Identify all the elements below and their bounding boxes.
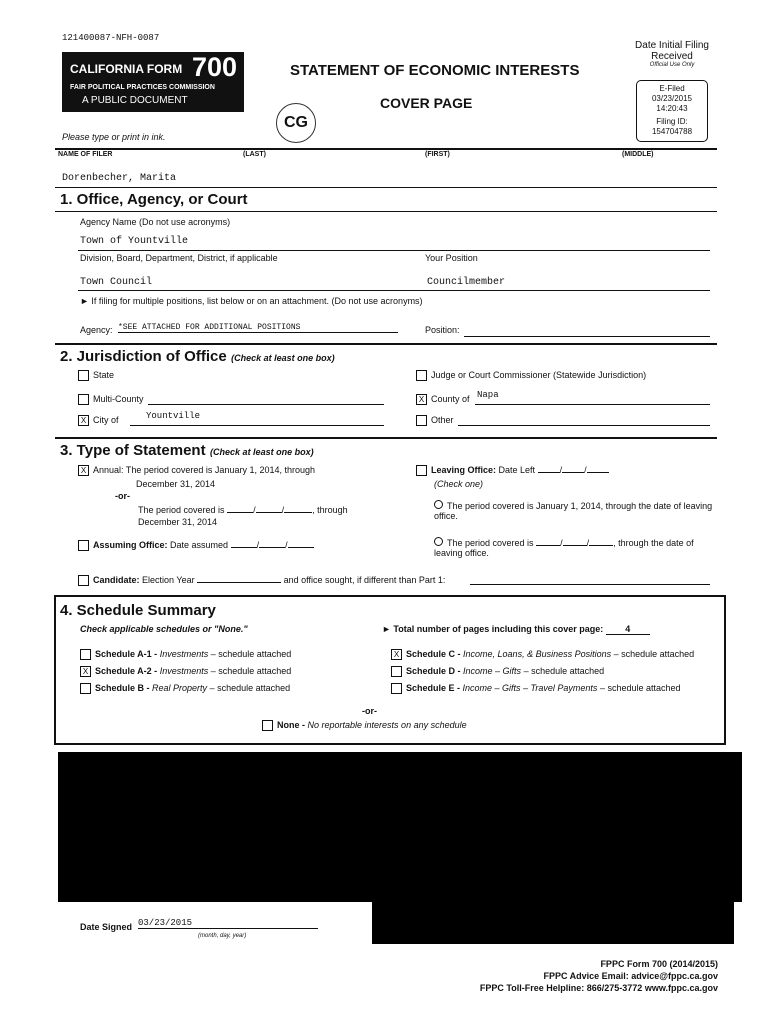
schedule-d-checkbox[interactable] — [391, 666, 604, 677]
city-value[interactable]: Yountville — [146, 411, 201, 421]
through-text: , through — [312, 505, 348, 515]
multiple-positions-note: ► If filing for multiple positions, list below or on an attachment. (Do not use acronyms) — [80, 296, 423, 306]
none-label: None - — [277, 720, 305, 730]
position-label: Your Position — [425, 253, 478, 263]
december-text: December 31, 2014 — [138, 517, 218, 527]
page-subtitle: COVER PAGE — [380, 95, 473, 111]
schedule-c-checkbox[interactable] — [391, 649, 694, 660]
schedule-a2-desc: Investments — [159, 666, 209, 676]
assuming-office-checkbox[interactable]: Assuming Office: Date assumed / / — [78, 540, 314, 551]
filing-stamp-box — [636, 80, 708, 142]
filer-name[interactable]: Dorenbecher, Marita — [62, 173, 177, 184]
leaving-office-checkbox[interactable]: Leaving Office: Date Left / / — [416, 465, 609, 476]
schedule-c-mark: X — [391, 649, 402, 660]
schedule-a2-checkbox[interactable] — [80, 666, 291, 677]
efiled-date: 03/23/2015 — [651, 94, 693, 103]
other-label: Other — [431, 415, 454, 425]
election-year-label: Election Year — [142, 575, 195, 585]
section3-note: (Check at least one box) — [210, 447, 314, 457]
check-one-label: (Check one) — [434, 479, 484, 489]
schedule-a2-label: Schedule A-2 - — [95, 666, 158, 676]
redaction-signature — [372, 902, 734, 944]
check-applicable-note: Check applicable schedules or "None." — [80, 624, 248, 634]
position-value[interactable]: Councilmember — [427, 277, 506, 288]
county-label: County of — [431, 394, 470, 404]
annual-or: -or- — [115, 491, 130, 501]
schedule-b-label: Schedule B - — [95, 683, 150, 693]
date-initial-filing-label: Date Initial Filing — [635, 40, 709, 51]
multi-county-label: Multi-County — [93, 394, 144, 404]
date-format-hint: (month, day, year) — [198, 933, 247, 939]
document-id: 121400087-NFH-0087 — [62, 33, 160, 43]
total-pages-label: ► Total number of pages including this cover page: — [382, 624, 604, 634]
schedule-c-desc: Income, Loans, & Business Positions — [463, 649, 612, 659]
multi-county-checkbox[interactable] — [78, 394, 144, 405]
instruction-text: Please type or print in ink. — [62, 132, 166, 142]
section4-title: 4. Schedule Summary — [60, 602, 216, 619]
form-name: CALIFORNIA FORM — [70, 62, 183, 76]
form-number: 700 — [192, 52, 238, 82]
footer-advice-email: FPPC Advice Email: advice@fppc.ca.gov — [543, 971, 718, 981]
last-label: (LAST) — [243, 151, 266, 158]
assuming-office-label: Assuming Office: — [93, 540, 168, 550]
annual-mark: X — [78, 465, 89, 476]
first-label: (FIRST) — [425, 151, 450, 158]
agency-name-note: (Do not use acronyms) — [139, 217, 231, 227]
county-value[interactable]: Napa — [477, 390, 499, 400]
schedule-c-label: Schedule C - — [406, 649, 461, 659]
judge-label: Judge or Court Commissioner (Statewide Jurisdiction) — [431, 370, 647, 380]
stamp: CG — [276, 103, 316, 143]
agency2-value[interactable]: *SEE ATTACHED FOR ADDITIONAL POSITIONS — [118, 323, 398, 333]
division-label: Division, Board, Department, District, if applicable — [80, 253, 278, 263]
filing-id-label: Filing ID: — [656, 117, 688, 126]
city-checkbox[interactable] — [78, 415, 119, 426]
schedule-d-desc: Income – Gifts — [463, 666, 522, 676]
annual-text2: December 31, 2014 — [136, 479, 216, 489]
schedule-e-label: Schedule E - — [406, 683, 461, 693]
position2-label: Position: — [425, 325, 460, 335]
form-badge — [62, 52, 244, 112]
none-checkbox[interactable] — [262, 720, 467, 731]
slash: / — [281, 505, 285, 515]
leaving-option2-text-a: The period covered is — [447, 538, 534, 548]
leaving-office-label: Leaving Office: — [431, 465, 497, 475]
schedule-a1-checkbox[interactable] — [80, 649, 291, 660]
section2-title: 2. Jurisdiction of Office — [60, 348, 227, 365]
redaction-block — [58, 752, 742, 902]
schedule-or: -or- — [362, 706, 377, 716]
state-label: State — [93, 370, 115, 380]
page-title: STATEMENT OF ECONOMIC INTERESTS — [290, 62, 580, 79]
name-of-filer-label: NAME OF FILER — [58, 151, 113, 158]
annual-text: The period covered is January 1, 2014, through — [125, 465, 315, 475]
date-assumed-label: Date assumed — [170, 540, 229, 550]
leaving-option1[interactable] — [434, 500, 714, 521]
commission-name: FAIR POLITICAL PRACTICES COMMISSION — [70, 84, 215, 91]
filing-id: 154704788 — [651, 127, 693, 136]
schedule-a1-label: Schedule A-1 - — [95, 649, 158, 659]
county-checkbox[interactable] — [416, 394, 470, 405]
annual-checkbox[interactable] — [78, 465, 315, 476]
middle-label: (MIDDLE) — [622, 151, 654, 158]
section2-note: (Check at least one box) — [231, 353, 335, 363]
agency2-label: Agency: — [80, 325, 113, 335]
period-text: The period covered is — [138, 505, 225, 515]
state-checkbox[interactable] — [78, 370, 114, 381]
efiled-time: 14:20:43 — [656, 104, 688, 113]
schedule-e-tail: – schedule attached — [599, 683, 681, 693]
county-mark: X — [416, 394, 427, 405]
city-mark: X — [78, 415, 89, 426]
official-use-label: Official Use Only — [649, 62, 695, 68]
none-desc: No reportable interests on any schedule — [307, 720, 467, 730]
date-signed-value[interactable]: 03/23/2015 — [138, 918, 318, 929]
schedule-a1-desc: Investments — [159, 649, 209, 659]
slash: / — [253, 505, 256, 515]
annual-label: Annual: — [93, 465, 124, 475]
office-sought-label: and office sought, if different than Part 1: — [283, 575, 446, 585]
schedule-d-label: Schedule D - — [406, 666, 461, 676]
total-pages-value[interactable]: 4 — [606, 624, 650, 635]
candidate-checkbox[interactable] — [78, 575, 445, 586]
schedule-c-tail: – schedule attached — [613, 649, 695, 659]
date-left-label: Date Left — [498, 465, 536, 475]
date-signed-label: Date Signed — [80, 922, 133, 932]
division-value[interactable]: Town Council — [80, 277, 153, 288]
schedule-b-tail: – schedule attached — [209, 683, 291, 693]
efiled-label: E-Filed — [659, 84, 685, 93]
section1-title: 1. Office, Agency, or Court — [60, 191, 248, 208]
candidate-label: Candidate: — [93, 575, 140, 585]
schedule-d-tail: – schedule attached — [523, 666, 605, 676]
schedule-e-desc: Income – Gifts – Travel Payments — [462, 683, 598, 693]
received-label: Received — [651, 51, 693, 62]
footer-helpline: FPPC Toll-Free Helpline: 866/275-3772 www.fppc.ca.gov — [479, 983, 718, 993]
schedule-a2-mark: X — [80, 666, 91, 677]
schedule-b-checkbox[interactable] — [80, 683, 290, 694]
schedule-a2-tail: – schedule attached — [210, 666, 292, 676]
public-document: A PUBLIC DOCUMENT — [82, 95, 188, 106]
agency-name-label: Agency Name — [80, 217, 137, 227]
schedule-a1-tail: – schedule attached — [210, 649, 292, 659]
city-label: City of — [93, 415, 119, 425]
other-checkbox[interactable] — [416, 415, 454, 426]
leaving-option2[interactable]: The period covered is / / , through the date of leaving office. — [434, 538, 694, 558]
schedule-e-checkbox[interactable] — [391, 683, 681, 694]
agency-name-value[interactable]: Town of Yountville — [80, 236, 189, 247]
leaving-option1-text: The period covered is January 1, 2014, through the date of leaving office. — [434, 501, 713, 521]
leaving-option2-text-b: , through the date of leaving office. — [434, 538, 694, 558]
section3-title: 3. Type of Statement — [60, 442, 206, 459]
schedule-b-desc: Real Property — [152, 683, 208, 693]
footer-form-version: FPPC Form 700 (2014/2015) — [600, 959, 718, 969]
judge-checkbox[interactable] — [416, 370, 646, 381]
